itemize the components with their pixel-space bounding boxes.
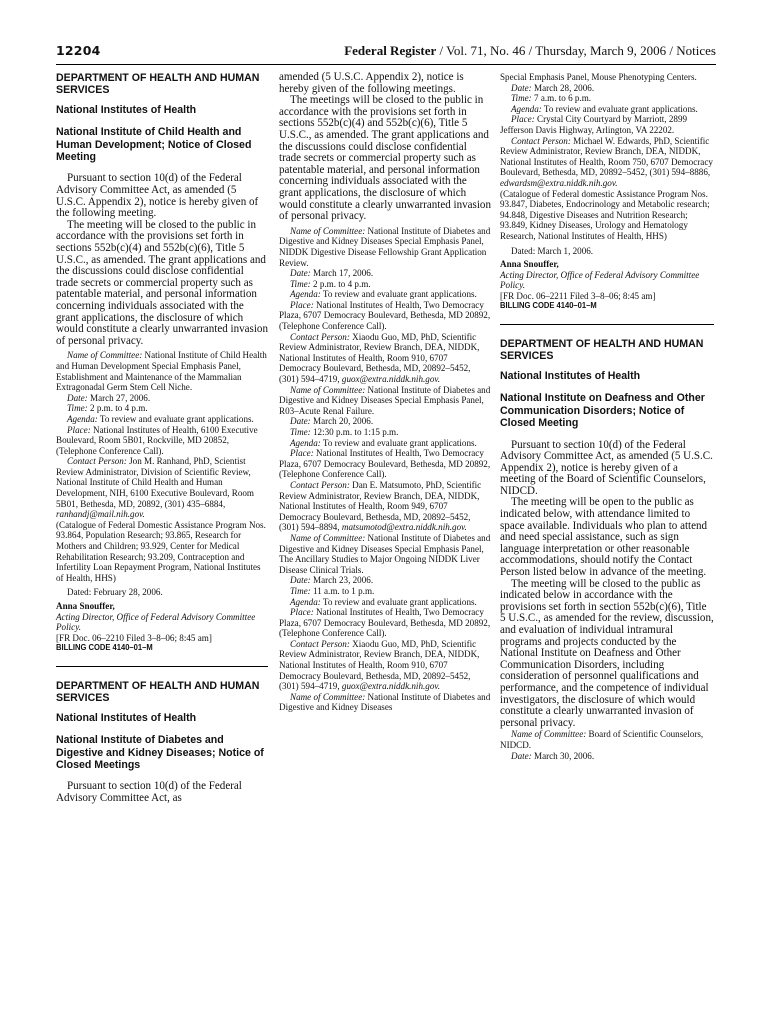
field-label: Time:	[67, 403, 88, 414]
meeting-place	[500, 114, 714, 135]
signer-name: Anna Snouffer,	[500, 259, 559, 270]
committee-name	[279, 385, 491, 417]
meeting-date	[279, 416, 491, 427]
body-paragraph: Pursuant to section 10(d) of the Federal Advisory Committee Act, as amended (5 U.S.C. Appendix 2), notice is hereby given of a meeting of the Board of Scientific Counselors, NIDCD.	[500, 438, 713, 497]
column-2	[279, 72, 491, 713]
field-value: 2 p.m. to 4 p.m.	[87, 403, 148, 414]
committee-name-continued: Special Emphasis Panel, Mouse Phenotyping Centers.	[500, 72, 697, 82]
meeting-time	[279, 586, 491, 597]
field-value: To review and evaluate grant applications.	[320, 437, 477, 448]
column-3	[500, 72, 714, 761]
field-value: March 23, 2006.	[310, 575, 374, 586]
fr-doc-line: [FR Doc. 06–2210 Filed 3–8–06; 8:45 am]	[56, 632, 212, 643]
sub-agency-heading: National Institutes of Health	[56, 711, 197, 724]
field-label: Name of Committee:	[67, 350, 143, 361]
field-value: To review and evaluate grant applications.	[320, 289, 477, 300]
agency-heading: DEPARTMENT OF HEALTH AND HUMAN SERVICES	[56, 72, 260, 97]
field-label: Time:	[290, 585, 311, 596]
field-label: Time:	[290, 427, 311, 437]
committee-name	[279, 533, 491, 575]
field-value: National Institute of Diabetes and Digestive and Kidney Diseases Special Emphasis Panel, R03–Acute Renal Failure.	[279, 384, 491, 416]
notice-title: National Institute of Diabetes and Digestive and Kidney Diseases; Notice of Closed Meetings	[56, 734, 264, 771]
field-label: Name of Committee:	[290, 225, 366, 236]
field-label: Place:	[290, 607, 314, 618]
field-value: Dan E. Matsumoto, PhD, Scientific Review Administrator, Review Branch, DEA, NIDDK, National Institutes of Health, Room 949, 6707 Democracy Boulevard, Bethesda, MD, 20892–5452, (301) 594–8894,	[279, 479, 482, 533]
field-label: Agenda:	[290, 289, 321, 300]
field-label: Date:	[290, 268, 311, 279]
field-value: Xiaodu Guo, MD, PhD, Scientific Review Administrator, Review Branch, DEA, NIDDK, National Institutes of Health, Room 910, 6707 Democracy Boulevard, Bethesda, MD, 20892–5452, (301) 594–4719,	[279, 331, 480, 385]
meeting-date	[500, 751, 714, 762]
contact-person	[56, 456, 268, 520]
body-paragraph: The meeting will be open to the public as indicated below, with attendance limited to space available. Individuals who plan to attend and need special assistance, such as sign language interpretation or other reasonable accommodations, should notify the Contact Person listed below in advance of the meeting.	[500, 496, 708, 579]
field-label: Date:	[511, 750, 532, 761]
body-paragraph: The meeting will be closed to the public in accordance with the provisions set forth in sections 552b(c)(4) and 552b(c)(6), Title 5 U.S.C., as amended. The grant applications and the discussions could disclose confidential trade secrets or commercial property such as patentable material, and personal information concerning individuals associated with the grant applications, the disclosure of which would constitute a clearly unwarranted invasion of personal privacy.	[56, 218, 268, 347]
column-1	[56, 72, 268, 805]
field-value: March 30, 2006.	[531, 750, 595, 761]
field-label: Time:	[511, 93, 532, 104]
field-label: Agenda:	[290, 596, 321, 607]
field-label: Agenda:	[290, 437, 321, 448]
field-label: Date:	[290, 416, 311, 427]
field-value: National Institutes of Health, 6100 Executive Boulevard, Room 5B01, Rockville, MD 20852, (Telephone Conference Call).	[56, 424, 258, 456]
running-head	[344, 43, 716, 59]
field-label: Agenda:	[67, 413, 98, 424]
field-label: Agenda:	[511, 103, 542, 114]
field-label: Place:	[290, 299, 314, 310]
committee-name	[279, 226, 491, 268]
signer-title: Acting Director, Office of Federal Advisory Committee Policy.	[500, 269, 700, 291]
dated-line: Dated: March 1, 2006.	[511, 245, 594, 256]
field-value: National Institutes of Health, Two Democracy Plaza, 6707 Democracy Boulevard, Bethesda, MD 20892, (Telephone Conference Call).	[279, 607, 491, 639]
billing-code: BILLING CODE 4140–01–M	[500, 301, 597, 311]
meeting-place	[279, 448, 491, 480]
field-label: Name of Committee:	[290, 691, 366, 702]
field-label: Place:	[290, 448, 314, 459]
dated-line: Dated: February 28, 2006.	[67, 587, 163, 598]
field-label: Name of Committee:	[290, 384, 366, 395]
committee-name	[56, 350, 268, 392]
field-value: Michael W. Edwards, PhD, Scientific Review Administrator, Review Branch, DEA, NIDDK, National Institutes of Health, Room 750, 6707 Democracy Boulevard, Bethesda, MD, 20892–5452, (301) 594–8886,	[500, 135, 713, 178]
field-value: March 20, 2006.	[310, 416, 374, 427]
field-value: Crystal City Courtyard by Marriott, 2899 Jefferson Davis Highway, Arlington, VA 22202.	[500, 114, 688, 135]
meeting-agenda	[500, 104, 714, 115]
meeting-time	[279, 279, 491, 290]
contact-person	[279, 332, 491, 385]
field-value: National Institute of Diabetes and Digestive and Kidney Diseases Special Emphasis Panel, The Ancillary Studies to Major Ongoing NIDDK Liver Disease Clinical Trials.	[279, 532, 491, 575]
meeting-place	[279, 300, 491, 332]
sub-agency-heading: National Institutes of Health	[56, 103, 197, 116]
page-header	[56, 43, 716, 59]
billing-code: BILLING CODE 4140–01–M	[56, 643, 153, 653]
meeting-agenda	[279, 289, 491, 300]
section-divider	[56, 666, 268, 667]
field-value: To review and evaluate grant applications.	[541, 103, 698, 114]
field-value: 12:30 p.m. to 1:15 p.m.	[310, 427, 399, 437]
field-label: Place:	[511, 114, 535, 125]
notice-title: National Institute of Child Health and Human Development; Notice of Closed Meeting	[56, 126, 252, 164]
body-paragraph: amended (5 U.S.C. Appendix 2), notice is hereby given of the following meetings.	[279, 71, 464, 95]
field-label: Contact Person:	[290, 331, 350, 342]
meeting-place	[56, 425, 268, 457]
committee-name	[279, 692, 491, 713]
committee-name	[500, 729, 714, 750]
meeting-time	[279, 427, 491, 438]
field-value: 7 a.m. to 6 p.m.	[531, 93, 592, 104]
signer-name: Anna Snouffer,	[56, 601, 115, 611]
field-label: Date:	[290, 575, 311, 586]
field-label: Contact Person:	[67, 456, 127, 467]
field-label: Contact Person:	[290, 479, 350, 490]
agency-heading: DEPARTMENT OF HEALTH AND HUMAN SERVICES	[500, 338, 704, 363]
meeting-agenda	[56, 414, 268, 425]
fr-doc-line: [FR Doc. 06–2211 Filed 3–8–06; 8:45 am]	[500, 290, 656, 301]
body-paragraph: Pursuant to section 10(d) of the Federal Advisory Committee Act, as amended (5 U.S.C. Appendix 2), notice is hereby given of the following meeting.	[56, 172, 259, 220]
field-value: National Institutes of Health, Two Democracy Plaza, 6707 Democracy Boulevard, Bethesda, MD 20892, (Telephone Conference Call).	[279, 448, 491, 480]
meeting-date	[500, 83, 714, 94]
meeting-place	[279, 607, 491, 639]
catalogue-note: (Catalogue of Federal Domestic Assistance Program Nos. 93.864, Population Research; 93.865, Research for Mothers and Children; 93.929, Center for Medical Rehabilitation Research; 93.209, Contraception and Infertility Loan Repayment Program, National Institutes of Health, HHS)	[56, 519, 266, 583]
field-value: 2 p.m. to 4 p.m.	[310, 278, 371, 289]
meeting-agenda	[279, 597, 491, 608]
email-link[interactable]: matsumotod@extra.niddk.nih.gov.	[341, 522, 467, 533]
agency-heading: DEPARTMENT OF HEALTH AND HUMAN SERVICES	[56, 679, 260, 705]
notice-title: National Institute on Deafness and Other Communication Disorders; Notice of Closed Meeting	[500, 392, 705, 430]
field-value: March 27, 2006.	[87, 392, 151, 403]
body-paragraph: The meeting will be closed to the public as indicated below in accordance with the provisions set forth in section 552b(c)(6), Title 5 U.S.C., as amended for the review, discussion, and evaluation of individual intramural programs and projects conducted by the National Institute on Deafness and Other Communication Disorders, including consideration of personnel qualifications and performance, and the competence of individual investigators, the disclosure of which would constitute a clearly unwarranted invasion of personal privacy.	[500, 577, 714, 729]
field-value: To review and evaluate grant applications.	[97, 413, 254, 424]
field-value: National Institutes of Health, Two Democracy Plaza, 6707 Democracy Boulevard, Bethesda, MD 20892, (Telephone Conference Call).	[279, 299, 491, 332]
field-value: Board of Scientific Counselors, NIDCD.	[500, 729, 704, 750]
body-paragraph: The meetings will be closed to the public in accordance with the provisions set forth in sections 552b(c)(4) and 552b(c)(6), Title 5 U.S.C., as amended. The grant applications and the discussions could disclose confidential trade secrets or commercial property such as patentable material, and personal information concerning individuals associated with the grant applications, the disclosure of which would constitute a clearly unwarranted invasion of personal privacy.	[279, 94, 491, 223]
catalogue-note: (Catalogue of Federal domestic Assistance Program Nos. 93.847, Diabetes, Endocrinology and Metabolic research; 94.848, Digestive Diseases and Nutrition Research; 93.849, Kidney Diseases, Urology and Hematology Research, National Institutes of Health, HHS)	[500, 188, 710, 241]
sub-agency-heading: National Institutes of Health	[500, 369, 641, 382]
field-label: Date:	[511, 82, 532, 93]
field-label: Name of Committee:	[290, 532, 366, 543]
field-value: March 28, 2006.	[531, 82, 595, 93]
meeting-date	[279, 268, 491, 279]
page-number: 12204	[56, 43, 101, 58]
field-value: To review and evaluate grant applications.	[320, 596, 477, 607]
email-link[interactable]: guox@extra.niddk.nih.gov.	[341, 374, 441, 385]
meeting-date	[279, 575, 491, 586]
body-paragraph: Pursuant to section 10(d) of the Federal Advisory Committee Act, as	[56, 780, 242, 804]
meeting-time	[500, 93, 714, 104]
contact-person	[279, 480, 491, 533]
email-link[interactable]: edwardsm@extra.niddk.nih.gov.	[500, 177, 618, 188]
field-value: Jon M. Ranhand, PhD, Scientist Review Administrator, Division of Scientific Review, National Institute of Child Health and Human Development, NIH, 6100 Executive Boulevard, Room 5B01, Bethesda, MD, 20892, (301) 435–6884,	[56, 456, 254, 509]
email-link[interactable]: ranhandj@mail.nih.gov.	[56, 509, 145, 520]
field-label: Time:	[290, 278, 311, 289]
email-link[interactable]: guox@extra.niddk.nih.gov.	[341, 681, 441, 692]
field-label: Contact Person:	[511, 135, 571, 146]
field-value: March 17, 2006.	[310, 268, 374, 279]
field-value: Xiaodu Guo, MD, PhD, Scientific Review Administrator, Review Branch, DEA, NIDDK, National Institutes of Health, Room 910, 6707 Democracy Boulevard, Bethesda, MD, 20892–5452, (301) 594–4719,	[279, 638, 480, 692]
meeting-date	[56, 393, 268, 404]
field-value: 11 a.m. to 1 p.m.	[310, 585, 375, 596]
running-head-title: Federal Register	[344, 43, 437, 58]
signer-title: Acting Director, Office of Federal Advisory Committee Policy.	[56, 611, 256, 633]
field-value: National Institute of Diabetes and Digestive and Kidney Diseases Special Emphasis Panel, NIDDK Digestive Disease Fellowship Grant Application Review.	[279, 225, 491, 268]
contact-person	[500, 136, 714, 189]
field-value: National Institute of Diabetes and Digestive and Kidney Diseases	[279, 691, 491, 713]
header-rule	[56, 64, 716, 65]
contact-person	[279, 639, 491, 692]
field-label: Place:	[67, 424, 91, 435]
meeting-agenda	[279, 438, 491, 449]
field-label: Name of Committee:	[511, 729, 587, 740]
running-head-details: / Vol. 71, No. 46 / Thursday, March 9, 2006 / Notices	[436, 43, 716, 58]
section-divider	[500, 324, 714, 325]
field-value: National Institute of Child Health and Human Development Special Emphasis Panel, Establishment and Maintenance of the Mammalian Extragonadal Germ Stem Cell Niche.	[56, 350, 267, 393]
field-label: Contact Person:	[290, 638, 350, 649]
meeting-time	[56, 403, 268, 414]
field-label: Date:	[67, 392, 88, 403]
